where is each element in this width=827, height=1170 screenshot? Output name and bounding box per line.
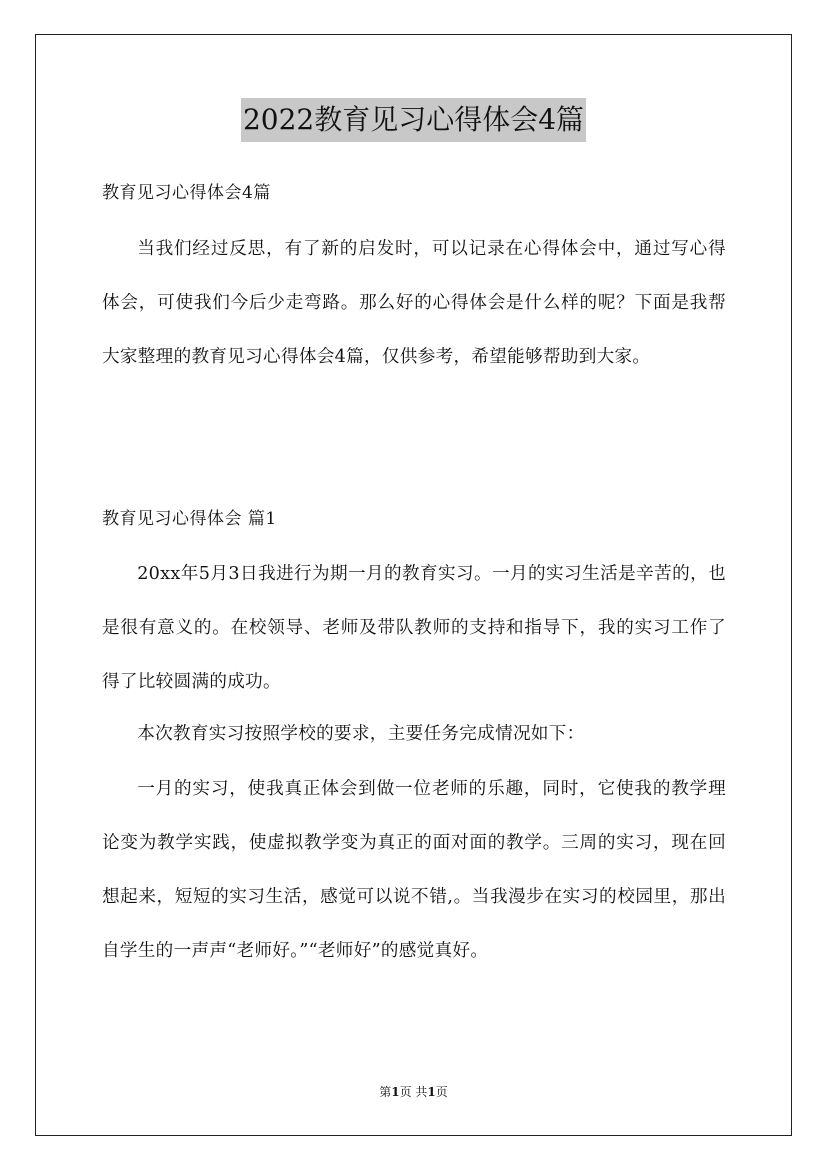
footer-page-suffix: 页 [435,1085,448,1099]
footer-page-mid: 页 共 [399,1085,428,1099]
footer-page-total: 1 [427,1085,436,1099]
body-paragraph-1: 20xx年5月3日我进行为期一月的教育实习。一月的实习生活是辛苦的，也是很有意义的。在校领导、老师及带队教师的支持和指导下，我的实习工作了得了比较圆满的成功。 [102,564,726,692]
section-heading: 教育见习心得体会 篇1 [102,509,277,529]
document-title: 2022教育见习心得体会4篇 [241,98,586,142]
footer-page-prefix: 第 [379,1085,392,1099]
page-footer [0,1083,827,1101]
footer-page-number: 1 [391,1085,400,1099]
intro-paragraph: 当我们经过反思，有了新的启发时，可以记录在心得体会中，通过写心得体会，可使我们今后少走弯路。那么好的心得体会是什么样的呢？下面是我帮大家整理的教育见习心得体会4篇，仅供参考，希望能够帮助到大家。 [102,239,726,367]
body-paragraph-3: 一月的实习，使我真正体会到做一位老师的乐趣，同时，它使我的教学理论变为教学实践，使虚拟教学变为真正的面对面的教学。三周的实习，现在回想起来，短短的实习生活，感觉可以说不错,。当我漫步在实习的校园里，那出自学生的一声声“老师好。”“老师好”的感觉真好。 [102,779,726,961]
title-container [0,98,827,142]
body-paragraph-2: 本次教育实习按照学校的要求，主要任务完成情况如下： [137,724,585,744]
document-subtitle: 教育见习心得体会4篇 [102,183,271,203]
